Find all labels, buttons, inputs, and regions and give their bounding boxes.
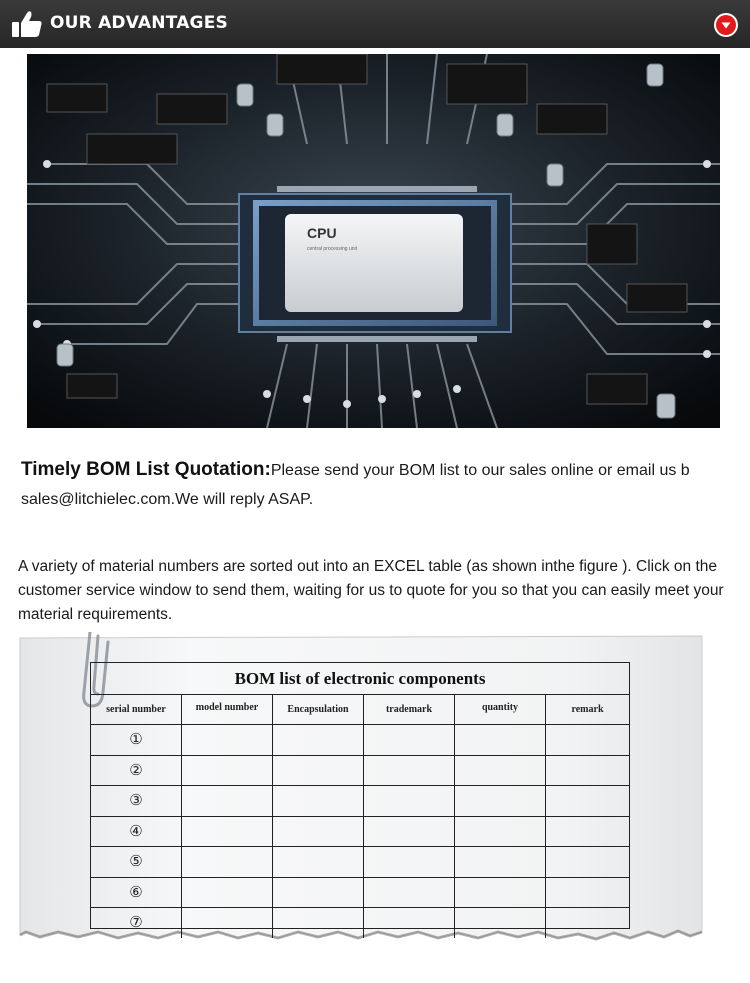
- table-cell: [455, 908, 546, 938]
- table-cell: [546, 756, 629, 786]
- table-cell: [182, 908, 273, 938]
- table-row: [91, 878, 629, 909]
- bom-quotation-paragraph: [21, 455, 731, 514]
- serial-cell: ⑤: [91, 847, 182, 877]
- serial-cell: ⑦: [91, 908, 182, 938]
- chip-sublabel: central processing unit: [307, 246, 358, 252]
- quotation-line-1: [21, 455, 731, 485]
- col-header-trademark: trademark: [364, 695, 455, 724]
- serial-cell: ①: [91, 725, 182, 755]
- table-row: [91, 908, 629, 938]
- table-cell: [364, 817, 455, 847]
- table-row: [91, 847, 629, 878]
- quotation-heading: Timely BOM List Quotation:: [21, 459, 271, 480]
- serial-cell: ②: [91, 756, 182, 786]
- table-cell: [182, 847, 273, 877]
- col-header-serial: serial number: [91, 695, 182, 724]
- table-cell: [546, 725, 629, 755]
- col-header-quantity: quantity: [455, 695, 546, 724]
- table-cell: [182, 756, 273, 786]
- table-cell: [273, 878, 364, 908]
- table-row: [91, 817, 629, 848]
- table-cell: [455, 786, 546, 816]
- serial-cell: ④: [91, 817, 182, 847]
- bom-table-title: BOM list of electronic components: [91, 663, 629, 695]
- bom-table-body: [91, 725, 629, 938]
- table-cell: [546, 817, 629, 847]
- table-cell: [182, 878, 273, 908]
- table-cell: [546, 847, 629, 877]
- table-cell: [364, 756, 455, 786]
- col-header-encapsulation: Encapsulation: [273, 695, 364, 724]
- serial-cell: ③: [91, 786, 182, 816]
- col-header-model: model number: [182, 695, 273, 724]
- bom-description-paragraph: A variety of material numbers are sorted out into an EXCEL table (as shown inthe figure ). Click on the customer service window to send them, waiting for us to quote for you so that you can easily meet your material requirements.: [18, 558, 724, 623]
- table-cell: [273, 725, 364, 755]
- table-row: [91, 786, 629, 817]
- serial-cell: ⑥: [91, 878, 182, 908]
- section-header: [0, 0, 750, 48]
- table-cell: [182, 786, 273, 816]
- table-cell: [364, 786, 455, 816]
- table-cell: [546, 908, 629, 938]
- table-cell: [273, 786, 364, 816]
- cpu-circuit-board-image: [27, 54, 720, 428]
- table-cell: [364, 847, 455, 877]
- table-cell: [273, 908, 364, 938]
- table-cell: [455, 847, 546, 877]
- bom-table-header-row: [91, 695, 629, 725]
- table-row: [91, 725, 629, 756]
- table-cell: [546, 878, 629, 908]
- table-cell: [455, 725, 546, 755]
- table-cell: [273, 817, 364, 847]
- table-cell: [455, 817, 546, 847]
- chevron-down-icon[interactable]: [716, 15, 736, 35]
- table-cell: [273, 756, 364, 786]
- quotation-line-2: sales@litchielec.com.We will reply ASAP.: [21, 491, 314, 508]
- table-cell: [364, 878, 455, 908]
- table-cell: [546, 786, 629, 816]
- table-cell: [455, 756, 546, 786]
- chip-label: CPU: [307, 225, 337, 241]
- quotation-text: Please send your BOM list to our sales online or email us b: [270, 462, 690, 479]
- table-cell: [182, 725, 273, 755]
- table-row: [91, 756, 629, 787]
- col-header-remark: remark: [571, 704, 604, 715]
- thumbs-up-icon: [10, 9, 44, 39]
- table-cell: [182, 817, 273, 847]
- bom-table: [90, 662, 630, 929]
- table-cell: [364, 908, 455, 938]
- table-cell: [273, 847, 364, 877]
- table-cell: [455, 878, 546, 908]
- table-cell: [364, 725, 455, 755]
- section-title: OUR ADVANTAGES: [50, 13, 228, 33]
